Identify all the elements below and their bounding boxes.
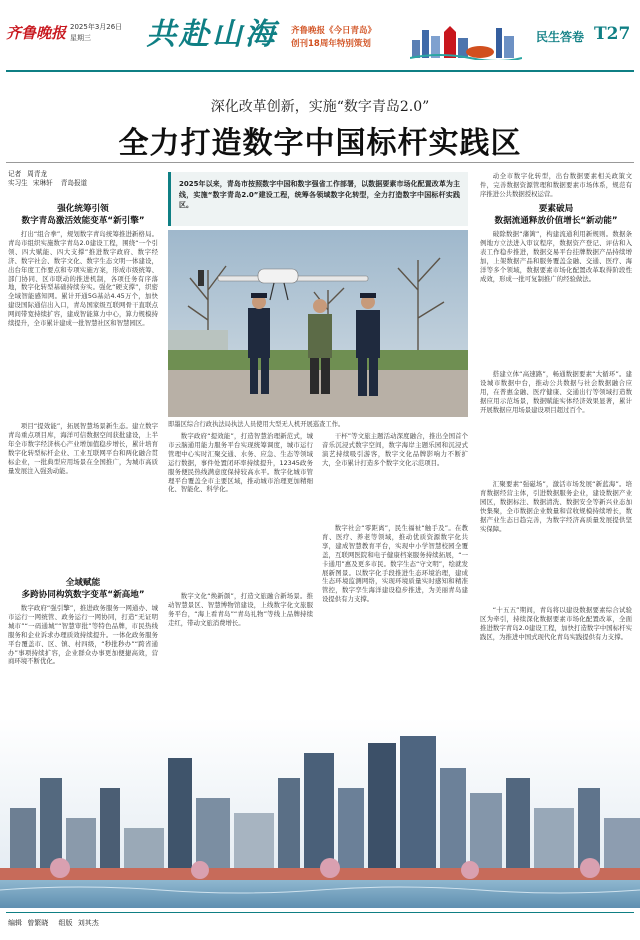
header-divider	[6, 70, 634, 72]
mid-column-text-1: 数字政府“提效能”，打造智慧治理新范式，城市云脑通用能力服务平台实现统筹调度，城市运行管理中心实时汇聚交通、水务、应急、生态等领域运行数据，事件处置闭环率持续提升，12345政务服务便民热线满意度保持较高水平。数字化城市管理平台覆盖全市主要区域，推动城市治理更加精细化、智能化、科学化。	[168, 432, 313, 494]
city-skyline-icon	[410, 18, 522, 60]
issue-weekday: 星期三	[70, 34, 91, 42]
photo-caption: 即墨区综合行政执法局执法人员使用大型无人机开展巡查工作。	[168, 421, 345, 428]
city-skyline-photo	[0, 718, 640, 908]
mid-column-text-3: 干杯”等文旅主题活动深度融合，推出全国首个音乐沉浸式数字空间，数字海岸主题乐园和沉浸式演艺持续吸引游客，数字文化品牌影响力不断扩大，全市累计打造多个数字文化示范项目。	[322, 432, 468, 467]
editor-label: 编辑	[8, 919, 22, 927]
lead-text: 2025年以来，青岛市按照数字中国和数字强省工作部署，以数据要素市场化配置改革为主线，实施“数字青岛2.0”建设工程，统筹各领域数字化转型，全力打造数字中国标杆实践区。	[179, 180, 460, 209]
reporter-label: 记者	[8, 170, 22, 178]
left-column-text-2: 项目“提效能”，拓展智慧场景新生态。建立数字青岛重点项目库，海洋可信数据空间获批建设，上半年全市数字经济核心产业增加值稳步增长，累计培育数字化转型标杆企业、工业互联网平台和两化融合贯标企业，一批典型应用场景在全国推广，为城市高质量发展注入强劲动能。	[8, 422, 158, 475]
intern-label: 实习生	[8, 179, 28, 187]
left-column-text-1: 打出“组合拳”，规划数字青岛统筹推进新格局。青岛市组织实施数字青岛2.0建设工程，围绕“一个引领、四大赋能、四大支撑”推进数字政府、数字经济、数字社会、数字文化、数字生态文明一体建设，出台年度工作要点和专项实施方案，形成市级统筹、部门协同、区市联动的推进机制，各项任务有序落地，数字化转型基础持续夯实。强化“硬支撑”，织密全域智能感知网。累计开通5G基站4.45万个，加快建设国际通信出入口，青岛国家级互联网骨干直联点网间带宽持续扩容，建成智能算力中心，算力规模持续提升，全市累计建成一批智慧社区和智慧园区。	[8, 230, 158, 328]
skyline-banner	[0, 718, 640, 908]
dateline: 青岛报道	[60, 179, 88, 187]
footer-rule	[6, 912, 634, 913]
intern-name: 宋琳轩	[32, 179, 53, 187]
masthead	[0, 0, 640, 68]
right-column-text-4: “十五五”期间，青岛将以建设数据要素综合试验区为牵引，持续深化数据要素市场化配置改革，全面推进数字青岛2.0建设工程，加快打造数字中国标杆实践区，为推进中国式现代化青岛实践提供有力支撑。	[480, 606, 632, 641]
byline	[8, 170, 158, 188]
issue-date: 2025年3月26日	[70, 23, 123, 31]
photo-scene	[168, 230, 468, 417]
section3-title-b: 数据流通释放价值增长“新动能”	[494, 216, 618, 226]
section3-title-a: 要素破局	[538, 204, 574, 214]
lead-box	[168, 172, 468, 226]
section-name: 民生答卷	[536, 30, 585, 44]
mid-column-text-4: 数字社会“零距离”，民生福祉“触手及”。在教育、医疗、养老等领域，推动优质资源数字化共享，建成智慧教育平台，实现中小学智慧校园全覆盖，互联网医院和电子健康档案服务持续拓展，“一卡通用”惠及更多市民。数字生态“守文明”，绘就发展新图景。以数字化手段推进生态环境治理，建成生态环境监测网络，实现环境质量实时感知和精准管控，数字孪生海洋建设稳步推进，为美丽青岛建设提供有力支撑。	[322, 524, 468, 604]
proof-label: 组版	[58, 919, 73, 927]
column-brush-title: 共赴山海	[146, 17, 278, 52]
partner-name: 齐鲁晚报《今日青岛》	[291, 26, 377, 36]
headline-rule	[6, 162, 634, 163]
headline-title: 全力打造数字中国标杆实践区	[118, 126, 522, 161]
section1-title-b: 数字青岛激活效能变革“新引擎”	[21, 216, 145, 226]
editor-name: 曾繁晓	[27, 919, 49, 927]
reporter-name: 周青龙	[27, 170, 48, 178]
anniversary-label: 创刊18周年特别策划	[291, 39, 371, 49]
section2-title-b: 多跨协同构筑数字变革“新高地”	[21, 590, 145, 600]
left-column-text-3: 数字政府“强引擎”，推进政务服务一网通办、城市运行一网统管、政务运行一网协同，打造“无证明城市”“一码通城”“智慧审批”等特色品牌，市民热线服务和企业诉求办理质效持续提升。一体化政务服务平台覆盖市、区、镇、村四级，“秒批秒办”“跨省通办”事项持续扩容，企业群众办事更加便捷高效，营商环境不断优化。	[8, 604, 158, 666]
section1-title-a: 强化统筹引领	[57, 204, 109, 214]
section2-title-a: 全域赋能	[65, 578, 101, 588]
right-column-text-1: 破除数据“藩篱”，构建流通利用新规则。数据条例地方立法进入审议程序，数据资产登记、评估和入表工作稳步推进，数据交易平台挂牌数据产品持续增加，上架数据产品和服务覆盖金融、交通、医疗、海洋等多个领域，数据要素市场化配置改革取得阶段性成效，形成一批可复制推广的经验做法。	[480, 230, 632, 283]
right-column-text-3: 汇聚要素“强磁场”，激活市场发展“新蓝海”。培育数据经营主体，引进数据服务企业，建设数据产业园区，数据标注、数据清洗、数据安全等新兴业态加快集聚，全市数据企业数量和营收规模持续增长，数据产业生态日趋完善，为数字经济高质量发展提供坚实保障。	[480, 480, 632, 533]
right-column-text-2: 搭建立体“高速路”，畅通数据要素“大循环”。建设城市数据中台，推动公共数据与社会数据融合应用，在普惠金融、医疗健康、交通出行等领域打造数据应用示范场景，数据赋能实体经济效果显著，累计开展数据应用场景建设项目超过百个。	[480, 370, 632, 414]
newspaper-logo: 齐鲁晚报	[6, 24, 67, 42]
footer-credits	[8, 918, 99, 928]
right-column-text-0: 动全市数字化转型，出台数据要素相关政策文件，完善数据资源管理和数据要素市场体系，规范有序推进公共数据授权运营。	[480, 172, 632, 198]
mid-column-text-2: 数字文化“焕新颜”，打造文旅融合新场景。推动智慧景区、智慧博物馆建设，上线数字化文旅服务平台，“海上看青岛”“青岛礼物”等线上品牌持续走红，带动文旅消费增长。	[168, 592, 313, 627]
headline-kicker: 深化改革创新，实施“数字青岛2.0”	[210, 99, 430, 115]
news-photo	[168, 230, 468, 417]
proof-name: 刘其杰	[77, 919, 99, 927]
page-number: T27	[594, 24, 631, 44]
